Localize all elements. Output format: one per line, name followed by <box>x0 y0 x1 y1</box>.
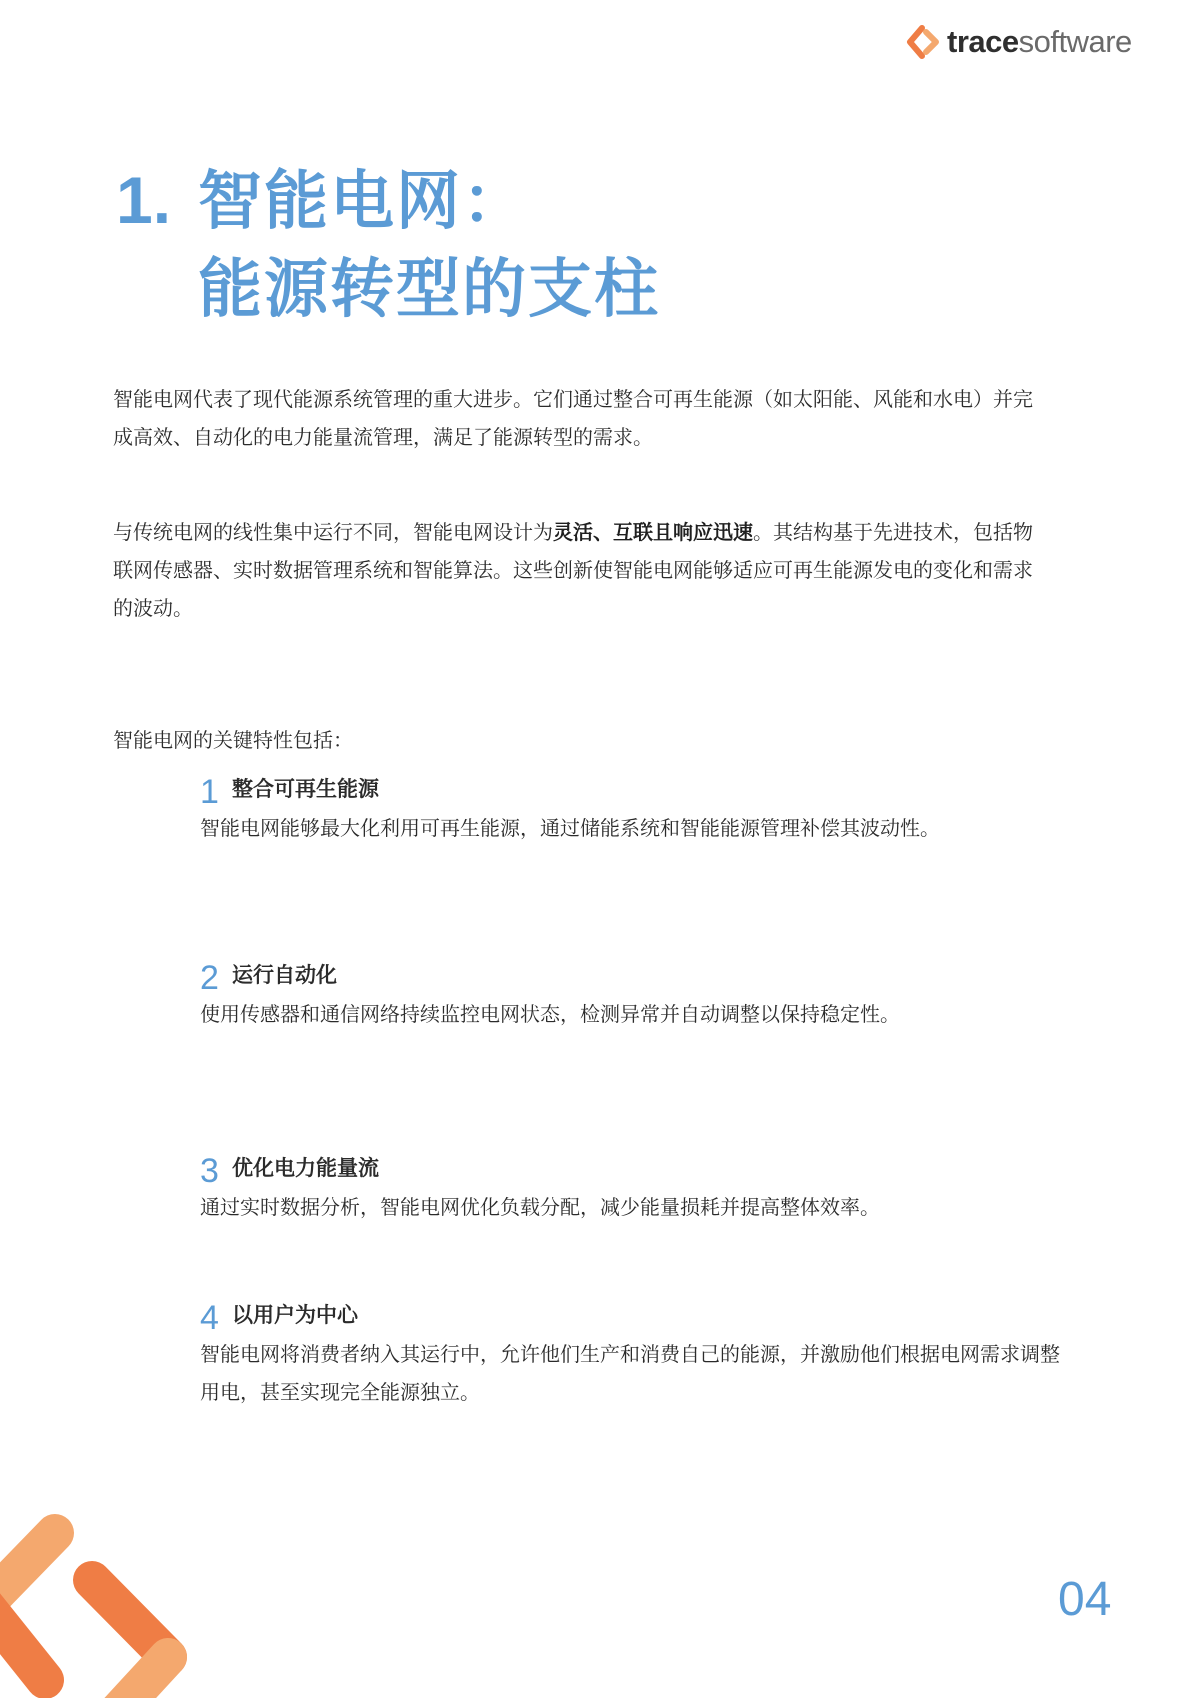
feature-number: 2 <box>200 958 219 997</box>
paragraph-text-start: 与传统电网的线性集中运行不同，智能电网设计为 <box>113 520 553 544</box>
feature-title: 运行自动化 <box>232 963 337 987</box>
features-intro: 智能电网的关键特性包括： <box>113 728 353 752</box>
feature-description: 使用传感器和通信网络持续监控电网状态，检测异常并自动调整以保持稳定性。 <box>200 1002 900 1026</box>
title-line-1: 智能电网： <box>198 165 528 239</box>
feature-description: 通过实时数据分析，智能电网优化负载分配，减少能量损耗并提高整体效率。 <box>200 1195 880 1219</box>
corner-chevron-decoration <box>0 1505 200 1698</box>
paragraph-text-end: 。其结构基于先进技术，包括物联网传感器、实时数据管理系统和智能算法。这些创新使智能电网能够适应可再生能源发电的变化和需求的波动。 <box>113 520 1033 620</box>
feature-item <box>200 1293 1060 1411</box>
page-number: 04 <box>1058 1573 1112 1626</box>
page-title <box>116 150 660 326</box>
feature-number: 1 <box>200 772 219 811</box>
feature-number: 3 <box>200 1151 219 1190</box>
intro-paragraph: 智能电网代表了现代能源系统管理的重大进步。它们通过整合可再生能源（如太阳能、风能和水电）并完成高效、自动化的电力能量流管理，满足了能源转型的需求。 <box>113 387 1033 449</box>
logo-wordmark <box>947 24 1132 60</box>
feature-number: 4 <box>200 1298 219 1337</box>
feature-item <box>200 953 1060 1033</box>
logo-name-light: software <box>1018 24 1132 59</box>
section-number: 1. <box>116 163 172 237</box>
feature-title: 以用户为中心 <box>232 1303 358 1327</box>
feature-description: 智能电网将消费者纳入其运行中，允许他们生产和消费自己的能源，并激励他们根据电网需求调整用电，甚至实现完全能源独立。 <box>200 1342 1060 1404</box>
trace-logo-icon <box>904 22 944 62</box>
feature-title: 优化电力能量流 <box>232 1156 379 1180</box>
feature-item <box>200 1146 1060 1226</box>
title-line-2: 能源转型的支柱 <box>198 253 660 327</box>
feature-title: 整合可再生能源 <box>232 777 379 801</box>
feature-item <box>200 767 1060 847</box>
logo-name-bold: trace <box>947 24 1019 59</box>
trace-software-logo <box>904 22 1132 62</box>
architecture-paragraph <box>113 513 1033 627</box>
paragraph-emphasis: 灵活、互联且响应迅速 <box>553 520 753 544</box>
feature-description: 智能电网能够最大化利用可再生能源，通过储能系统和智能能源管理补偿其波动性。 <box>200 816 940 840</box>
